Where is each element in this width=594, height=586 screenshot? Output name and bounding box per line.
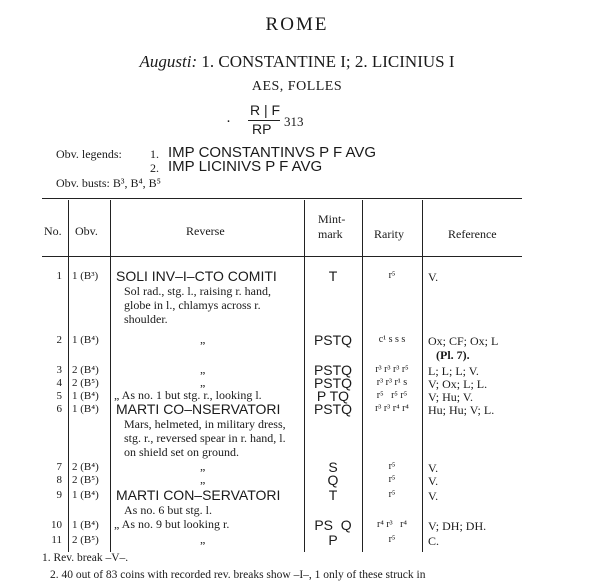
footnote-2: 2. 40 out of 83 coins with recorded rev. breaks show –I–, 1 only of these struck in: [50, 569, 426, 581]
row-obv: 2 (B⁴): [72, 364, 99, 376]
row-rarity: r⁵: [388, 534, 396, 545]
row-reference: Hu; Hu; V; L.: [428, 403, 495, 417]
row-reference: V; Hu; V.: [428, 390, 474, 404]
row-reverse-description: Mars, helmeted, in military dress, stg. r., reversed spear in r. hand, l. on shield set on ground.: [124, 417, 286, 459]
row-reference: V.: [428, 474, 439, 488]
row-rarity: r⁵: [388, 270, 396, 281]
row-no: 11: [51, 534, 62, 546]
row-mintmark: PSTQ: [313, 375, 353, 391]
row-mintmark: T: [328, 268, 338, 284]
table-header-rule: [42, 256, 522, 257]
row-rarity: c¹ s s s: [378, 334, 406, 345]
row-reference: C.: [428, 534, 440, 548]
header-no: No.: [44, 224, 62, 238]
row-mintmark: PS Q: [314, 517, 352, 533]
row-no: 7: [56, 461, 62, 473]
row-obv: 1 (B⁴): [72, 403, 99, 415]
row-reverse: „ As no. 9 but looking r.: [114, 517, 230, 531]
row-reference: V; Ox; L; L.: [428, 377, 488, 391]
row-reference-plate: (Pl. 7).: [436, 348, 470, 362]
row-mintmark: P: [328, 532, 338, 548]
row-reference: V.: [428, 270, 439, 284]
row-rarity: r⁴ r³ r⁴: [377, 519, 407, 530]
header-reverse: Reverse: [186, 224, 225, 238]
row-rarity: r³ r³ r¹ s: [376, 377, 408, 388]
row-reference: Ox; CF; Ox; L: [428, 334, 499, 348]
header-obv: Obv.: [75, 224, 98, 238]
header-mint-1: Mint-: [318, 212, 346, 226]
row-reverse: „: [200, 332, 206, 346]
row-rarity: r⁵: [388, 461, 396, 472]
row-reference: V.: [428, 489, 439, 503]
row-obv: 1 (B⁴): [72, 334, 99, 346]
page-title: ROME: [265, 14, 329, 35]
row-reference: V.: [428, 461, 439, 475]
row-obv: 1 (B⁴): [72, 489, 99, 501]
row-reverse-description: Sol rad., stg. l., raising r. hand, globe in l., chlamys across r. shoulder.: [124, 284, 271, 326]
row-obv: 2 (B⁵): [72, 377, 99, 389]
footnote-1: 1. Rev. break –V–.: [42, 552, 129, 564]
row-obv: 2 (B⁵): [72, 534, 99, 546]
row-no: 6: [56, 403, 62, 415]
header-mint-2: mark: [318, 227, 343, 241]
row-reverse: MARTI CON–SERVATORI: [116, 487, 281, 503]
row-reference: L; L; L; V.: [428, 364, 479, 378]
row-obv: 1 (B³): [72, 270, 99, 282]
row-reverse: „: [200, 472, 206, 486]
row-mintmark: S: [328, 459, 338, 475]
row-reverse: „: [200, 375, 206, 389]
row-rarity: r⁵: [388, 489, 396, 500]
augusti-label: Augusti:: [139, 52, 198, 71]
row-no: 1: [56, 270, 62, 282]
row-mintmark: Q: [327, 472, 339, 488]
row-rarity: r³ r³ r³ r⁵: [375, 364, 409, 375]
row-mintmark: PSTQ: [313, 362, 353, 378]
row-rarity: r⁵: [388, 474, 396, 485]
row-reverse: „ As no. 1 but stg. r., looking l.: [114, 388, 262, 402]
row-reverse: „: [200, 459, 206, 473]
row-no: 4: [56, 377, 62, 389]
row-reverse: „: [200, 532, 206, 546]
table-top-rule: [42, 198, 522, 199]
obv-legend-2: IMP LICINIVS P F AVG: [168, 158, 323, 175]
augusti-names: 1. CONSTANTINE I; 2. LICINIUS I: [197, 52, 455, 71]
obv-legends-label: Obv. legends:: [56, 147, 122, 161]
row-no: 10: [51, 519, 62, 531]
row-no: 5: [56, 390, 62, 402]
mintmark-bottom: RP: [252, 121, 272, 137]
mintmark-block: [224, 100, 314, 140]
row-obv: 2 (B⁴): [72, 461, 99, 473]
row-obv: 2 (B⁵): [72, 474, 99, 486]
header-reference: Reference: [448, 227, 497, 241]
row-no: 8: [56, 474, 62, 486]
row-reverse: „: [200, 362, 206, 376]
augusti-line: [0, 52, 594, 72]
row-rarity: r³ r³ r⁴ r⁴: [375, 403, 409, 414]
row-mintmark: P TQ: [316, 388, 350, 404]
row-mintmark: PSTQ: [313, 332, 353, 348]
mintmark-date: 313: [284, 114, 304, 129]
row-no: 9: [56, 489, 62, 501]
obv-legend-1-num: 1.: [150, 147, 159, 161]
row-obv: 1 (B⁴): [72, 519, 99, 531]
row-mintmark: T: [328, 487, 338, 503]
obv-legend-1: IMP CONSTANTINVS P F AVG: [168, 144, 377, 161]
row-reference: V; DH; DH.: [428, 519, 487, 533]
header-rarity: Rarity: [374, 227, 404, 241]
row-no: 3: [56, 364, 62, 376]
row-reverse: SOLI INV–I–CTO COMITI: [116, 268, 277, 284]
row-obv: 1 (B⁴): [72, 390, 99, 402]
row-reverse: MARTI CO–NSERVATORI: [116, 401, 281, 417]
obv-busts: Obv. busts: B³, B⁴, B⁵: [56, 176, 161, 190]
denomination-subtitle: AES, FOLLES: [251, 79, 343, 94]
row-mintmark: PSTQ: [313, 401, 353, 417]
mintmark-dot: ·: [226, 114, 231, 130]
obv-legend-2-num: 2.: [150, 161, 159, 175]
mintmark-top: R | F: [250, 102, 281, 118]
row-rarity: r⁵ r⁵ r⁵: [376, 390, 408, 401]
row-no: 2: [56, 334, 62, 346]
row-reverse-description: As no. 6 but stg. l.: [124, 503, 213, 517]
